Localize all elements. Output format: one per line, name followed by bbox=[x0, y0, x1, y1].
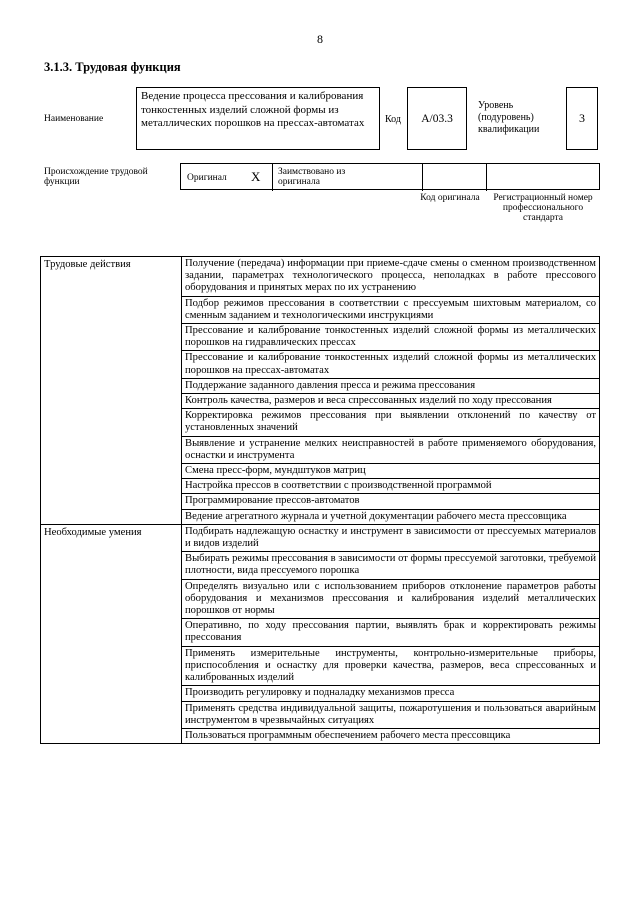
list-item: Контроль качества, размеров и веса спрессованных изделий по ходу прессования bbox=[182, 394, 600, 409]
list-item: Корректировка режимов прессования при выявлении отклонений по качеству от установленных значений bbox=[182, 409, 600, 436]
page-number: 8 bbox=[317, 32, 323, 46]
original-mark: X bbox=[251, 169, 261, 184]
list-item: Определять визуально или с использованием приборов отклонение параметров работы оборудования и механизмов прессования и калибрования изделий металлических порошков от нормы bbox=[182, 579, 600, 619]
borrowed-label: Заимствовано из оригинала bbox=[278, 167, 346, 187]
code-value: A/03.3 bbox=[421, 112, 453, 125]
origin-cell-code bbox=[423, 164, 487, 191]
list-item: Смена пресс-форм, мундштуков матриц bbox=[182, 464, 600, 479]
list-item: Настройка прессов в соответствии с производственной программой bbox=[182, 479, 600, 494]
name-label: Наименование bbox=[44, 114, 104, 124]
registration-number-caption: Регистрационный номер профессионального стандарта bbox=[493, 193, 593, 223]
original-label: Оригинал bbox=[187, 173, 227, 183]
list-item: Получение (передача) информации при приеме-сдаче смены о сменном производственном задании, параметрах технологического процесса, неполадках в работе прессового оборудования и принятых мерах по их устранению bbox=[182, 257, 600, 297]
list-item: Поддержание заданного давления пресса и режима прессования bbox=[182, 378, 600, 393]
list-item: Выбирать режимы прессования в зависимости от формы прессуемой заготовки, требуемой плотности, вида прессуемого порошка bbox=[182, 552, 600, 579]
list-item: Прессование и калибрование тонкостенных изделий сложной формы из металлических порошков на прессах-автоматах bbox=[182, 351, 600, 378]
origin-table bbox=[180, 163, 600, 190]
origin-cell-reg bbox=[487, 164, 599, 191]
list-item: Выявление и устранение мелких неисправностей в работе применяемого оборудования, оснастки и инструмента bbox=[182, 436, 600, 463]
list-item: Применять измерительные инструменты, контрольно-измерительные приборы, приспособления и оснастку для проверки качества, размеров, веса спрессованных и калиброванных изделий bbox=[182, 646, 600, 686]
origin-cell-original bbox=[181, 164, 273, 191]
level-label: Уровень (подуровень) квалификации bbox=[478, 100, 540, 135]
list-item: Производить регулировку и подналадку механизмов пресса bbox=[182, 686, 600, 701]
list-item: Пользоваться программным обеспечением рабочего места прессовщика bbox=[182, 728, 600, 743]
list-item: Ведение агрегатного журнала и учетной документации рабочего места прессовщика bbox=[182, 509, 600, 524]
table-row bbox=[41, 524, 600, 551]
list-item: Оперативно, по ходу прессования партии, выявлять брак и корректировать режимы прессования bbox=[182, 619, 600, 646]
list-item: Применять средства индивидуальной защиты, пожаротушения и пользоваться аварийным инструментом в чрезвычайных ситуациях bbox=[182, 701, 600, 728]
function-details-table bbox=[40, 256, 600, 744]
section-heading-cell: Трудовые действия bbox=[41, 257, 182, 525]
code-box bbox=[407, 87, 467, 150]
origin-label: Происхождение трудовой функции bbox=[44, 167, 148, 187]
list-item: Программирование прессов-автоматов bbox=[182, 494, 600, 509]
section-title: 3.1.3. Трудовая функция bbox=[44, 60, 181, 74]
list-item: Подбор режимов прессования в соответствии с прессуемым шихтовым материалом, со сменным заданием и технологическими инструкциями bbox=[182, 296, 600, 323]
list-item: Подбирать надлежащую оснастку и инструмент в зависимости от прессуемых материалов и видов изделий bbox=[182, 524, 600, 551]
section-heading-cell: Необходимые умения bbox=[41, 524, 182, 743]
function-name-value: Ведение процесса прессования и калибрования тонкостенных изделий сложной формы из металлических порошков на прессах-автоматах bbox=[141, 90, 365, 129]
code-label: Код bbox=[385, 114, 401, 125]
function-name-box bbox=[136, 87, 380, 150]
level-value: 3 bbox=[579, 111, 585, 125]
level-box bbox=[566, 87, 598, 150]
list-item: Прессование и калибрование тонкостенных изделий сложной формы из металлических порошков на гидравлических прессах bbox=[182, 324, 600, 351]
origin-cell-borrowed bbox=[273, 164, 423, 191]
table-row bbox=[41, 257, 600, 297]
code-original-caption: Код оригинала bbox=[420, 193, 480, 203]
